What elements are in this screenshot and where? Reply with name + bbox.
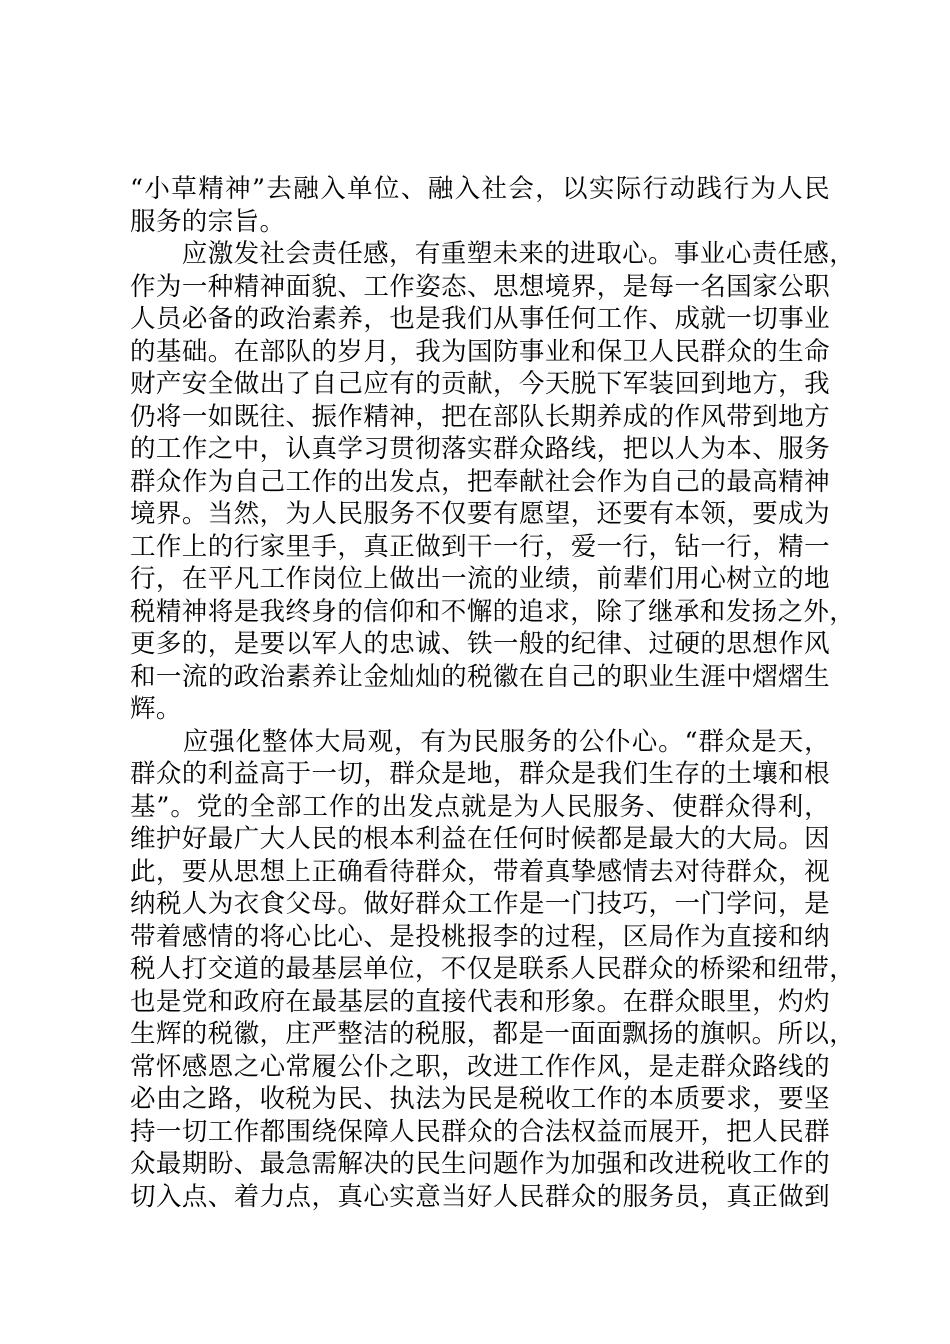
text-line: 的基础。在部队的岁月，我为国防事业和保卫人民群众的生命	[130, 336, 830, 367]
text-line: 仍将一如既往、振作精神，把在部队长期养成的作风带到地方	[130, 401, 830, 432]
text-line: 生辉的税徽，庄严整洁的税服，都是一面面飘扬的旗帜。所以，	[130, 1019, 856, 1049]
text-line: 应强化整体大局观，有为民服务的公仆心。“群众是天，	[130, 726, 830, 757]
text-line: “小草精神”去融入单位、融入社会，以实际行动践行为人民	[130, 174, 830, 204]
text-line: 带着感情的将心比心、是投桃报李的过程，区局作为直接和纳	[130, 921, 830, 952]
text-line: 维护好最广大人民的根本利益在任何时候都是最大的大局。因	[130, 824, 830, 854]
text-line: 作为一种精神面貌、工作姿态、思想境界，是每一名国家公职	[130, 271, 830, 302]
text-line: 纳税人为衣食父母。做好群众工作是一门技巧，一门学问，是	[130, 889, 830, 919]
text-line: 持一切工作都围绕保障人民群众的合法权益而展开，把人民群	[130, 1116, 830, 1147]
text-line: 应激发社会责任感，有重塑未来的进取心。事业心责任感，	[130, 239, 856, 269]
text-line: 税人打交道的最基层单位，不仅是联系人民群众的桥梁和纽带，	[130, 954, 856, 984]
text-line: 人员必备的政治素养，也是我们从事任何工作、成就一切事业	[130, 304, 830, 334]
text-line: 群众的利益高于一切，群众是地，群众是我们生存的土壤和根	[130, 759, 830, 789]
text-line: 服务的宗旨。	[130, 206, 286, 237]
text-line: 辉。	[130, 694, 182, 724]
text-line: 和一流的政治素养让金灿灿的税徽在自己的职业生涯中熠熠生	[130, 661, 830, 692]
text-line: 税精神将是我终身的信仰和不懈的追求，除了继承和发扬之外，	[130, 596, 856, 627]
text-line: 众最期盼、最急需解决的民生问题作为加强和改进税收工作的	[130, 1149, 830, 1179]
text-line: 群众作为自己工作的出发点，把奉献社会作为自己的最高精神	[130, 466, 830, 497]
document-body-text	[130, 173, 856, 1213]
text-line: 的工作之中，认真学习贯彻落实群众路线，把以人为本、服务	[130, 434, 830, 464]
text-line: 工作上的行家里手，真正做到干一行，爱一行，钻一行，精一	[130, 531, 830, 562]
text-line: 基”。党的全部工作的出发点就是为人民服务、使群众得利，	[130, 791, 830, 822]
text-line: 切入点、着力点，真心实意当好人民群众的服务员，真正做到	[130, 1181, 830, 1212]
text-line: 此，要从思想上正确看待群众，带着真挚感情去对待群众，视	[130, 856, 830, 887]
text-line: 财产安全做出了自己应有的贡献，今天脱下军装回到地方，我	[130, 369, 830, 399]
text-line: 必由之路，收税为民、执法为民是税收工作的本质要求，要坚	[130, 1084, 830, 1114]
text-line: 也是党和政府在最基层的直接代表和形象。在群众眼里，灼灼	[130, 986, 830, 1017]
text-line: 常怀感恩之心常履公仆之职，改进工作作风，是走群众路线的	[130, 1051, 830, 1082]
text-line: 境界。当然，为人民服务不仅要有愿望，还要有本领，要成为	[130, 499, 830, 529]
text-line: 更多的，是要以军人的忠诚、铁一般的纪律、过硬的思想作风	[130, 629, 830, 659]
text-line: 行，在平凡工作岗位上做出一流的业绩，前辈们用心树立的地	[130, 564, 830, 594]
